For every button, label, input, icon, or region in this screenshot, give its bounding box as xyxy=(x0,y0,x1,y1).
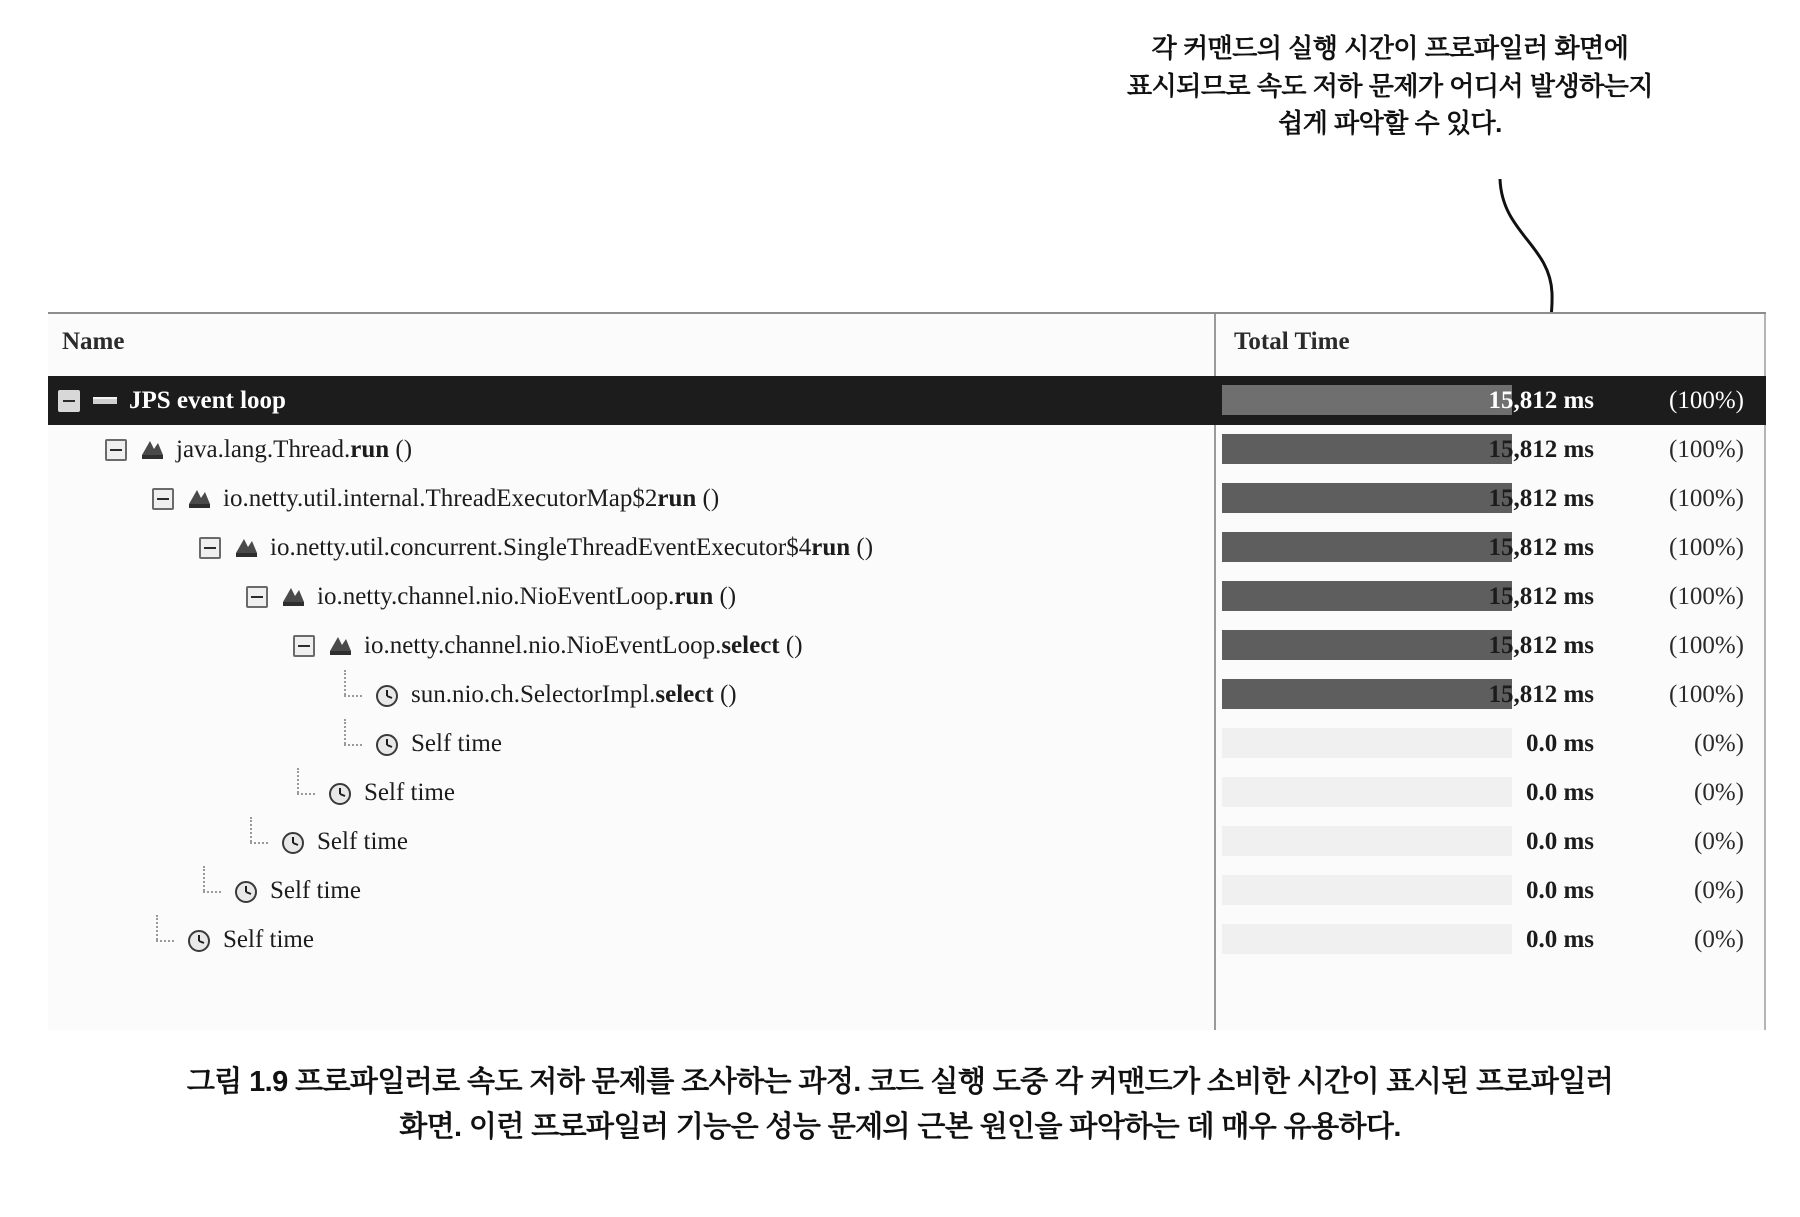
total-time-cell xyxy=(1216,866,1764,915)
call-tree-row[interactable] xyxy=(48,866,1766,915)
call-tree-row-label-zone xyxy=(48,425,1271,474)
node-parens: () xyxy=(395,435,413,463)
expand-collapse-toggle-icon[interactable] xyxy=(293,635,315,657)
time-bar-track xyxy=(1222,434,1512,464)
total-time-value: 15,812 ms xyxy=(1488,680,1594,708)
clock-icon xyxy=(325,778,355,808)
node-class-name: io.netty.channel.nio.NioEventLoop. xyxy=(317,582,675,610)
node-class-name: Self time xyxy=(317,827,408,855)
call-tree-node-label xyxy=(317,828,408,856)
total-time-cell xyxy=(1216,670,1764,719)
call-tree-row-label-zone xyxy=(48,915,1318,964)
call-tree-row[interactable] xyxy=(48,523,1766,572)
total-time-percent: (0%) xyxy=(1694,778,1744,806)
node-method-name: run xyxy=(350,435,390,463)
call-tree-row[interactable] xyxy=(48,719,1766,768)
time-bar-track xyxy=(1222,630,1512,660)
expand-collapse-toggle-icon[interactable] xyxy=(152,488,174,510)
total-time-value: 15,812 ms xyxy=(1488,435,1594,463)
node-method-name: run xyxy=(674,582,714,610)
clock-icon xyxy=(372,680,402,710)
call-tree-node-label xyxy=(364,632,803,660)
call-tree xyxy=(48,376,1766,964)
method-icon xyxy=(231,533,261,563)
expand-collapse-toggle-icon[interactable] xyxy=(199,537,221,559)
call-tree-row[interactable] xyxy=(48,670,1766,719)
call-tree-row[interactable] xyxy=(48,474,1766,523)
total-time-cell xyxy=(1216,572,1764,621)
total-time-cell xyxy=(1216,376,1764,425)
call-tree-row[interactable] xyxy=(48,817,1766,866)
node-method-name: run xyxy=(811,533,851,561)
node-class-name: Self time xyxy=(223,925,314,953)
tree-guide-line xyxy=(340,670,366,719)
total-time-cell xyxy=(1216,719,1764,768)
time-bar-track xyxy=(1222,728,1512,758)
total-time-percent: (0%) xyxy=(1694,925,1744,953)
total-time-percent: (100%) xyxy=(1669,582,1744,610)
node-class-name: io.netty.util.concurrent.SingleThreadEventExecutor$4 xyxy=(270,533,812,561)
node-parens: () xyxy=(719,680,737,708)
method-icon xyxy=(325,631,355,661)
tree-guide-line xyxy=(340,719,366,768)
call-tree-node-label xyxy=(270,877,361,905)
time-bar-track xyxy=(1222,483,1512,513)
column-header-total-time[interactable]: Total Time xyxy=(1234,328,1350,355)
tree-guide-line xyxy=(246,817,272,866)
node-class-name: io.netty.channel.nio.NioEventLoop. xyxy=(364,631,722,659)
clock-icon xyxy=(278,827,308,857)
time-bar-track xyxy=(1222,532,1512,562)
annotation-line-1: 각 커맨드의 실행 시간이 프로파일러 화면에 xyxy=(1151,33,1629,63)
total-time-cell xyxy=(1216,425,1764,474)
node-method-name: select xyxy=(721,631,780,659)
call-tree-row[interactable] xyxy=(48,621,1766,670)
total-time-percent: (100%) xyxy=(1669,435,1744,463)
call-tree-node-label xyxy=(176,436,412,464)
total-time-percent: (0%) xyxy=(1694,729,1744,757)
total-time-value: 15,812 ms xyxy=(1488,484,1594,512)
annotation-line-3: 쉽게 파악할 수 있다. xyxy=(1278,108,1502,139)
total-time-value: 0.0 ms xyxy=(1525,778,1594,806)
call-tree-row-label-zone xyxy=(48,866,1365,915)
profiler-header-row xyxy=(48,314,1766,376)
call-tree-node-label xyxy=(411,730,502,758)
time-bar-fill xyxy=(1222,434,1512,464)
node-class-name: Self time xyxy=(364,778,455,806)
total-time-value: 0.0 ms xyxy=(1525,876,1594,904)
expand-collapse-toggle-icon[interactable] xyxy=(105,439,127,461)
total-time-percent: (100%) xyxy=(1669,631,1744,659)
figure-caption xyxy=(20,1060,1780,1150)
profiler-panel xyxy=(48,312,1766,1030)
call-tree-node-label xyxy=(223,926,314,954)
time-bar-track xyxy=(1222,679,1512,709)
total-time-value: 15,812 ms xyxy=(1488,582,1594,610)
call-tree-node-label xyxy=(270,534,873,562)
total-time-value: 0.0 ms xyxy=(1525,827,1594,855)
clock-icon xyxy=(231,876,261,906)
call-tree-row-label-zone xyxy=(48,474,1318,523)
total-time-cell xyxy=(1216,915,1764,964)
node-method-name: select xyxy=(655,680,714,708)
time-bar-fill xyxy=(1222,581,1512,611)
node-class-name: JPS event loop xyxy=(129,386,286,414)
call-tree-node-label xyxy=(364,779,455,807)
annotation-callout xyxy=(1060,30,1720,143)
node-class-name: java.lang.Thread. xyxy=(176,435,351,463)
clock-icon xyxy=(372,729,402,759)
tree-guide-line xyxy=(293,768,319,817)
call-tree-node-label xyxy=(223,485,719,513)
total-time-percent: (0%) xyxy=(1694,827,1744,855)
time-bar-fill xyxy=(1222,532,1512,562)
column-header-name[interactable]: Name xyxy=(62,328,125,355)
total-time-cell xyxy=(1216,523,1764,572)
total-time-cell xyxy=(1216,474,1764,523)
thread-icon xyxy=(90,386,120,416)
call-tree-node-label xyxy=(129,387,286,415)
method-icon xyxy=(137,435,167,465)
node-class-name: sun.nio.ch.SelectorImpl. xyxy=(411,680,656,708)
time-bar-track xyxy=(1222,581,1512,611)
node-method-name: run xyxy=(657,484,697,512)
total-time-percent: (100%) xyxy=(1669,533,1744,561)
time-bar-fill xyxy=(1222,630,1512,660)
total-time-cell xyxy=(1216,817,1764,866)
time-bar-fill xyxy=(1222,483,1512,513)
time-bar-track xyxy=(1222,875,1512,905)
clock-icon xyxy=(184,925,214,955)
call-tree-row[interactable] xyxy=(48,376,1766,425)
node-parens: () xyxy=(785,631,803,659)
total-time-value: 15,812 ms xyxy=(1488,386,1594,414)
total-time-percent: (100%) xyxy=(1669,484,1744,512)
tree-guide-line xyxy=(199,866,225,915)
total-time-cell xyxy=(1216,621,1764,670)
total-time-value: 0.0 ms xyxy=(1525,729,1594,757)
time-bar-fill xyxy=(1222,385,1512,415)
total-time-value: 15,812 ms xyxy=(1488,533,1594,561)
time-bar-track xyxy=(1222,385,1512,415)
call-tree-row-label-zone xyxy=(48,817,1412,866)
total-time-cell xyxy=(1216,768,1764,817)
call-tree-row[interactable] xyxy=(48,572,1766,621)
node-parens: () xyxy=(719,582,737,610)
node-parens: () xyxy=(856,533,874,561)
annotation-line-2: 표시되므로 속도 저하 문제가 어디서 발생하는지 xyxy=(1127,70,1653,101)
node-parens: () xyxy=(702,484,720,512)
time-bar-track xyxy=(1222,924,1512,954)
total-time-value: 0.0 ms xyxy=(1525,925,1594,953)
call-tree-node-label xyxy=(411,681,737,709)
time-bar-track xyxy=(1222,826,1512,856)
node-class-name: Self time xyxy=(270,876,361,904)
node-class-name: io.netty.util.internal.ThreadExecutorMap$2 xyxy=(223,484,658,512)
time-bar-fill xyxy=(1222,679,1512,709)
method-icon xyxy=(278,582,308,612)
caption-line-2: 화면. 이런 프로파일러 기능은 성능 문제의 근본 원인을 파악하는 데 매우 유용하다. xyxy=(399,1110,1401,1143)
expand-collapse-toggle-icon[interactable] xyxy=(246,586,268,608)
total-time-percent: (0%) xyxy=(1694,876,1744,904)
call-tree-row[interactable] xyxy=(48,915,1766,964)
call-tree-row-label-zone xyxy=(48,523,1365,572)
method-icon xyxy=(184,484,214,514)
call-tree-row-label-zone xyxy=(48,572,1412,621)
caption-line-1: 그림 1.9 프로파일러로 속도 저하 문제를 조사하는 과정. 코드 실행 도중 각 커맨드가 소비한 시간이 표시된 프로파일러 xyxy=(186,1066,1614,1098)
total-time-value: 15,812 ms xyxy=(1488,631,1594,659)
total-time-percent: (100%) xyxy=(1669,386,1744,414)
call-tree-row[interactable] xyxy=(48,768,1766,817)
call-tree-row-label-zone xyxy=(48,376,1224,425)
time-bar-track xyxy=(1222,777,1512,807)
tree-guide-line xyxy=(152,915,178,964)
expand-collapse-toggle-icon[interactable] xyxy=(58,390,80,412)
call-tree-row[interactable] xyxy=(48,425,1766,474)
call-tree-node-label xyxy=(317,583,736,611)
total-time-percent: (100%) xyxy=(1669,680,1744,708)
node-class-name: Self time xyxy=(411,729,502,757)
